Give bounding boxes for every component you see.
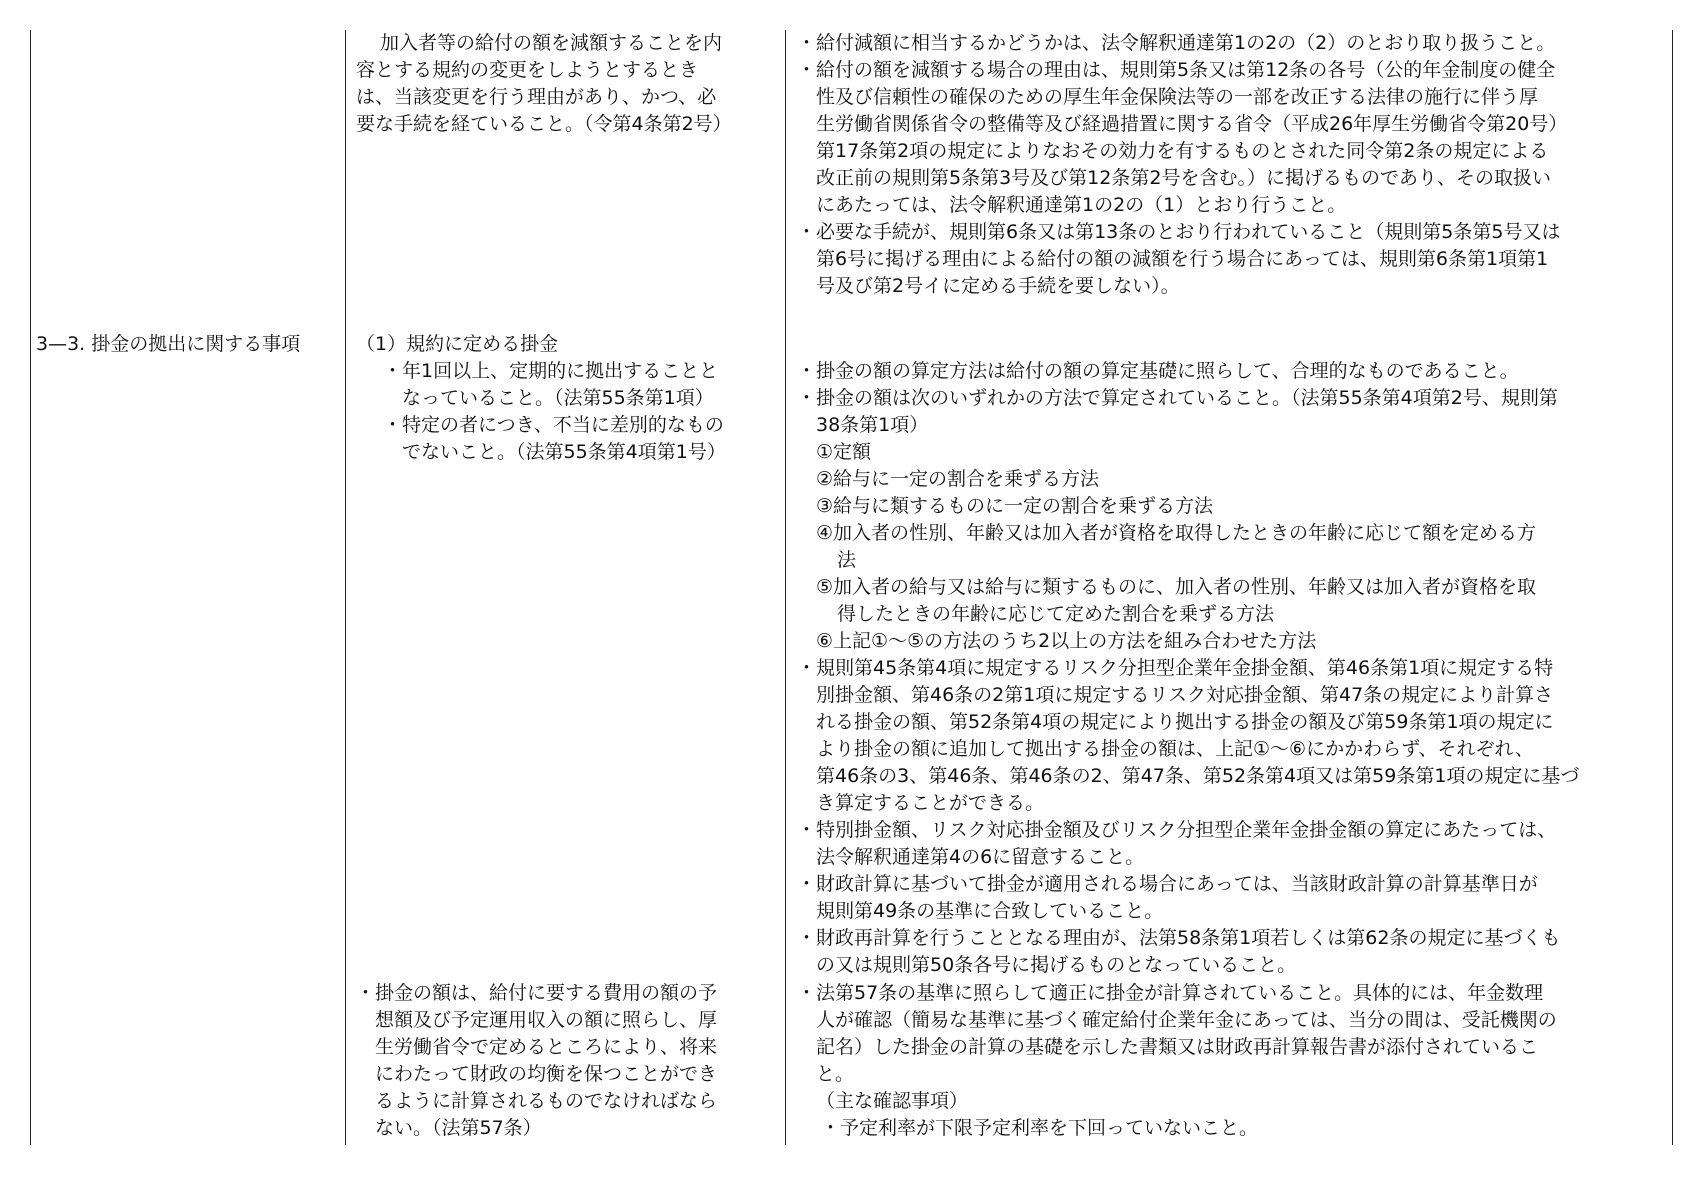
- list-item-cont: にわたって財政の均衡を保つことができ: [375, 1063, 718, 1085]
- check-line: ・財政再計算を行うこととなる理由が、法第58条第1項若しくは第62条の規定に基づくも: [797, 927, 1561, 949]
- table-border-left: [30, 30, 31, 1145]
- check-line: 号及び第2号イに定める手続を要しない）。: [816, 275, 1180, 297]
- check-line: 第6号に掲げる理由による給付の額の減額を行う場合にあっては、規則第6条第1項第1: [816, 248, 1549, 270]
- check-line: れる掛金の額、第52条第4項の規定により拠出する掛金の額及び第59条第1項の規定に: [816, 711, 1554, 733]
- check-line: ・予定利率が下限予定利率を下回っていないこと。: [821, 1117, 1259, 1139]
- check-line: ・法第57条の基準に照らして適正に掛金が計算されていること。具体的には、年金数理: [797, 982, 1544, 1004]
- check-line: ・掛金の額の算定方法は給付の額の算定基礎に照らして、合理的なものであること。: [797, 360, 1519, 382]
- text-line: は、当該変更を行う理由があり、かつ、必: [356, 86, 717, 108]
- reduction-requirement: [356, 30, 732, 138]
- text-line: 要な手続を経ていること。（令第4条第2号）: [356, 113, 732, 135]
- list-item: ・特定の者につき、不当に差別的なもの: [383, 414, 724, 436]
- method-item: ④加入者の性別、年齢又は加入者が資格を取得したときの年齢に応じて額を定める方: [816, 522, 1537, 544]
- check-line: 性及び信頼性の確保のための厚生年金保険法等の一部を改正する法律の施行に伴う厚: [816, 86, 1539, 108]
- column-divider-1: [345, 30, 346, 1145]
- text-line: 加入者等の給付の額を減額することを内: [380, 32, 723, 54]
- check-line: の又は規則第50条各号に掲げるものとなっていること。: [816, 954, 1297, 976]
- check-line: 別掛金額、第46条の2第1項に規定するリスク対応掛金額、第47条の規定により計算さ: [816, 684, 1554, 706]
- check-subheading: （主な確認事項）: [816, 1090, 969, 1112]
- check-line: より掛金の額に追加して拠出する掛金の額は、上記①～⑥にかかわらず、それぞれ、: [816, 738, 1534, 760]
- list-item: ・掛金の額は、給付に要する費用の額の予: [356, 982, 718, 1004]
- column-divider-2: [785, 30, 786, 1145]
- check-line: 38条第1項）: [816, 414, 929, 436]
- check-line: 人が確認（簡易な基準に基づく確定給付企業年金にあっては、当分の間は、受託機関の: [816, 1009, 1557, 1031]
- list-item-cont: なっていること。（法第55条第1項）: [402, 387, 714, 409]
- contribution-heading: （1）規約に定める掛金: [356, 333, 559, 355]
- check-line: ・必要な手続が、規則第6条又は第13条のとおり行われていること（規則第5条第5号又は: [797, 221, 1561, 243]
- reduction-checks: [797, 30, 1567, 300]
- list-item-cont: るように計算されるものでなければなら: [375, 1090, 718, 1112]
- check-line: ・特別掛金額、リスク対応掛金額及びリスク分担型企業年金掛金額の算定にあたっては、: [797, 819, 1557, 841]
- check-line: 記名）した掛金の計算の基礎を示した書類又は財政再計算報告書が添付されているこ: [816, 1036, 1539, 1058]
- check-line: 改正前の規則第5条第3号及び第12条第2号を含む。）に掲げるものであり、その取扱い: [816, 167, 1551, 189]
- check-line: 規則第49条の基準に合致していること。: [816, 900, 1164, 922]
- check-line: き算定することができる。: [816, 792, 1045, 814]
- balance-requirement: [356, 980, 717, 1142]
- method-item: ①定額: [816, 441, 872, 463]
- method-item-cont: 得したときの年齢に応じて定めた割合を乗ずる方法: [837, 603, 1275, 625]
- text-line: 容とする規約の変更をしようとするとき: [356, 59, 699, 81]
- contribution-requirements: [383, 358, 726, 466]
- method-item-cont: 法: [837, 549, 857, 571]
- list-item-cont: ない。（法第57条）: [375, 1117, 542, 1139]
- method-item: ③給与に類するものに一定の割合を乗ずる方法: [816, 495, 1214, 517]
- check-line: ・給付減額に相当するかどうかは、法令解釈通達第1の2の（2）のとおり取り扱うこと。: [797, 32, 1556, 54]
- check-line: ・掛金の額は次のいずれかの方法で算定されていること。（法第55条第4項第2号、規則第: [797, 387, 1558, 409]
- section-heading: 3—3. 掛金の拠出に関する事項: [36, 333, 301, 355]
- method-item: ⑤加入者の給与又は給与に類するものに、加入者の性別、年齢又は加入者が資格を取: [816, 576, 1537, 598]
- check-line: ・給付の額を減額する場合の理由は、規則第5条又は第12条の各号（公的年金制度の健全: [797, 59, 1556, 81]
- contribution-checks: [797, 358, 1579, 979]
- check-line: 生労働省関係省令の整備等及び経過措置に関する省令（平成26年厚生労働省令第20号）: [816, 113, 1568, 135]
- check-line: と。: [816, 1063, 855, 1085]
- check-line: ・規則第45条第4項に規定するリスク分担型企業年金掛金額、第46条第1項に規定する特: [797, 657, 1554, 679]
- balance-checks: [797, 980, 1557, 1142]
- list-item-cont: 想額及び予定運用収入の額に照らし、厚: [375, 1009, 718, 1031]
- table-border-right: [1672, 30, 1673, 1145]
- method-item: ②給与に一定の割合を乗ずる方法: [816, 468, 1100, 490]
- list-item: ・年1回以上、定期的に拠出することと: [383, 360, 719, 382]
- check-line: 法令解釈通達第4の6に留意すること。: [816, 846, 1145, 868]
- method-item: ⑥上記①～⑤の方法のうち2以上の方法を組み合わせた方法: [816, 630, 1317, 652]
- check-line: ・財政計算に基づいて掛金が適用される場合にあっては、当該財政計算の計算基準日が: [797, 873, 1538, 895]
- list-item-cont: 生労働省令で定めるところにより、将来: [375, 1036, 718, 1058]
- check-line: 第46条の3、第46条、第46条の2、第47条、第52条第4項又は第59条第1項の規定に基づ: [816, 765, 1580, 787]
- list-item-cont: でないこと。（法第55条第4項第1号）: [402, 441, 726, 463]
- check-line: 第17条第2項の規定によりなおその効力を有するものとされた同令第2条の規定による: [816, 140, 1549, 162]
- check-line: にあたっては、法令解釈通達第1の2の（1）とおり行うこと。: [816, 194, 1347, 216]
